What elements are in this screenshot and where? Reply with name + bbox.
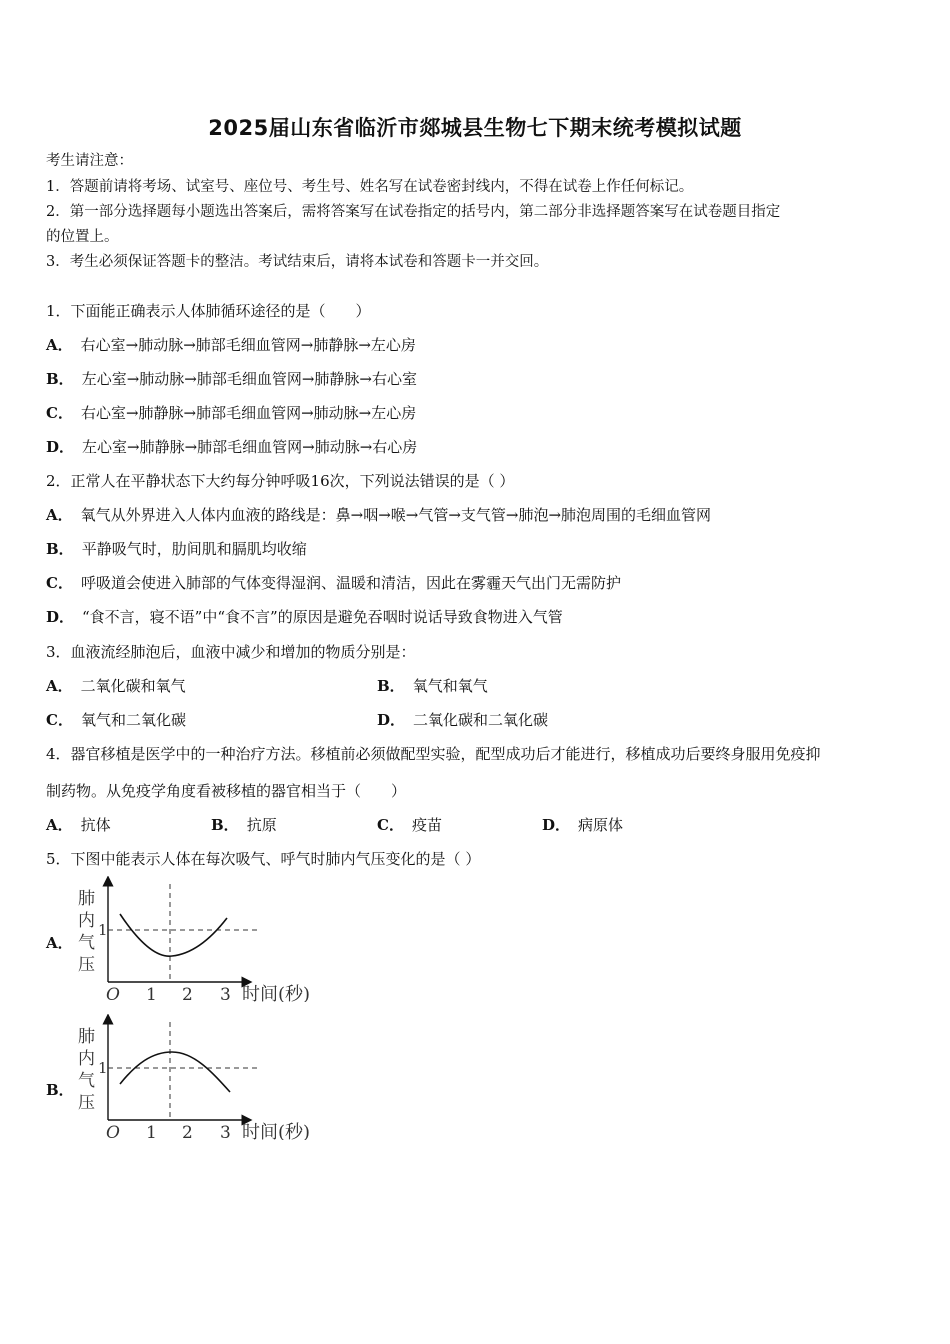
graph-b-xtick-2: 2 [182, 1123, 193, 1140]
q1-option-b-label: B． [46, 370, 74, 388]
q3-option-d[interactable] [377, 710, 548, 730]
graph-b-xtick-3: 3 [220, 1123, 231, 1140]
graph-a-xtick-3: 3 [220, 985, 231, 1002]
q3-option-a-label: A． [46, 677, 73, 695]
q5-stem: 5．下图中能表示人体在每次吸气、呼气时肺内气压变化的是（ ） [46, 850, 481, 868]
graph-a-ylabel-2: 内 [78, 911, 95, 931]
q1-option-b[interactable] [46, 369, 417, 389]
graph-a-xlabel: 时间(秒) [242, 984, 311, 1002]
graph-a-ylabel-3: 气 [78, 933, 95, 953]
q2-option-a-label: A． [46, 506, 73, 524]
q1-option-d[interactable] [46, 437, 417, 457]
q1-option-d-text: 左心室→肺静脉→肺部毛细血管网→肺动脉→右心房 [82, 438, 418, 456]
q2-option-c-text: 呼吸道会使进入肺部的气体变得湿润、温暖和清洁，因此在雾霾天气出门无需防护 [80, 574, 621, 592]
graph-b-ylabel-4: 压 [78, 1093, 95, 1113]
q4-stem-line-2: 制药物。从免疫学角度看被移植的器官相当于（ ） [46, 782, 407, 800]
graph-b-xlabel: 时间(秒) [242, 1122, 311, 1140]
q5-graph-b-label[interactable]: B． [46, 1081, 74, 1099]
q3-option-a-text: 二氧化碳和氧气 [80, 677, 186, 695]
notice-item-2: 2．第一部分选择题每小题选出答案后，需将答案写在试卷指定的括号内，第二部分非选择题答案写在试卷题目指定 [46, 204, 781, 220]
q2-option-d[interactable] [46, 607, 563, 627]
q2-option-d-label: D． [46, 608, 75, 626]
q4-option-c[interactable] [377, 815, 442, 835]
q4-option-b-text: 抗原 [246, 816, 277, 834]
q1-option-a-text: 右心室→肺动脉→肺部毛细血管网→肺静脉→左心房 [80, 336, 416, 354]
q3-option-b-text: 氧气和氧气 [412, 677, 488, 695]
q4-option-d-label: D． [542, 816, 571, 834]
q5-graph-b[interactable] [72, 1014, 334, 1140]
q3-option-b-label: B． [377, 677, 405, 695]
q2-option-b[interactable] [46, 539, 307, 559]
notice-item-1: 1．答题前请将考场、试室号、座位号、考生号、姓名写在试卷密封线内，不得在试卷上作任何标记。 [46, 179, 694, 195]
graph-b-xtick-origin: O [106, 1123, 120, 1140]
q3-options-row-2 [46, 710, 906, 730]
q1-stem: 1．下面能正确表示人体肺循环途径的是（ ） [46, 302, 371, 320]
q3-option-c[interactable] [46, 710, 186, 730]
graph-a-xtick-2: 2 [182, 985, 193, 1002]
q1-option-c-text: 右心室→肺静脉→肺部毛细血管网→肺动脉→左心房 [80, 404, 417, 422]
q1-option-a-label: A． [46, 336, 73, 354]
q3-option-b[interactable] [377, 676, 488, 696]
q2-option-b-label: B． [46, 540, 74, 558]
q3-option-d-text: 二氧化碳和二氧化碳 [413, 711, 549, 729]
q3-option-c-text: 氧气和二氧化碳 [80, 711, 186, 729]
q2-option-a-text: 氧气从外界进入人体内血液的路线是：鼻→咽→喉→气管→支气管→肺泡→肺泡周围的毛细血管网 [80, 506, 712, 524]
page-title: 2025届山东省临沂市郯城县生物七下期末统考模拟试题 [208, 116, 742, 140]
q4-option-b[interactable] [211, 815, 277, 835]
q5-graph-a[interactable] [72, 876, 334, 1002]
q2-option-c[interactable] [46, 573, 621, 593]
graph-b-ytick: 1 [98, 1059, 108, 1077]
notice-item-2-cont: 的位置上。 [46, 229, 119, 245]
q1-option-c[interactable] [46, 403, 416, 423]
notice-item-3: 3．考生必须保证答题卡的整洁。考试结束后，请将本试卷和答题卡一并交回。 [46, 254, 549, 270]
q5-graph-a-label[interactable]: A． [46, 934, 73, 952]
graph-b-ylabel-1: 肺 [78, 1027, 95, 1047]
notice-heading: 考生请注意： [46, 153, 133, 169]
graph-a-xtick-origin: O [106, 985, 120, 1002]
q2-option-a[interactable] [46, 505, 711, 525]
graph-a-ylabel-4: 压 [78, 955, 95, 975]
q3-option-d-label: D． [377, 711, 406, 729]
graph-b-xtick-1: 1 [146, 1123, 157, 1140]
q3-option-c-label: C． [46, 711, 73, 729]
q4-option-c-label: C． [377, 816, 404, 834]
q2-option-d-text: “食不言，寝不语”中“食不言”的原因是避免吞咽时说话导致食物进入气管 [82, 608, 563, 626]
q4-option-a[interactable] [46, 815, 111, 835]
q1-option-c-label: C． [46, 404, 73, 422]
graph-a-xtick-1: 1 [146, 985, 157, 1002]
graph-b-ylabel-2: 内 [78, 1049, 95, 1069]
q4-option-c-text: 疫苗 [411, 816, 442, 834]
graph-a-ytick: 1 [98, 921, 108, 939]
q4-option-b-label: B． [211, 816, 239, 834]
q4-option-a-label: A． [46, 816, 73, 834]
graph-a-curve [120, 914, 227, 956]
q2-stem: 2．正常人在平静状态下大约每分钟呼吸16次，下列说法错误的是（ ） [46, 472, 515, 490]
q4-options-row [46, 815, 906, 835]
q1-option-b-text: 左心室→肺动脉→肺部毛细血管网→肺静脉→右心室 [81, 370, 417, 388]
q3-options-row-1 [46, 676, 906, 696]
q3-stem: 3．血液流经肺泡后，血液中减少和增加的物质分别是： [46, 643, 416, 661]
q2-option-c-label: C． [46, 574, 73, 592]
q4-option-d-text: 病原体 [578, 816, 624, 834]
graph-a-ylabel-1: 肺 [78, 889, 95, 909]
q4-stem-line-1: 4．器官移植是医学中的一种治疗方法。移植前必须做配型实验，配型成功后才能进行，移植成功后要终身服用免疫抑 [46, 745, 821, 763]
graph-b-curve [120, 1052, 230, 1092]
q3-option-a[interactable] [46, 676, 186, 696]
q4-option-a-text: 抗体 [80, 816, 111, 834]
q1-option-a[interactable] [46, 335, 416, 355]
q2-option-b-text: 平静吸气时，肋间肌和膈肌均收缩 [81, 540, 307, 558]
q4-option-d[interactable] [542, 815, 623, 835]
graph-b-ylabel-3: 气 [78, 1071, 95, 1091]
q1-option-d-label: D． [46, 438, 75, 456]
